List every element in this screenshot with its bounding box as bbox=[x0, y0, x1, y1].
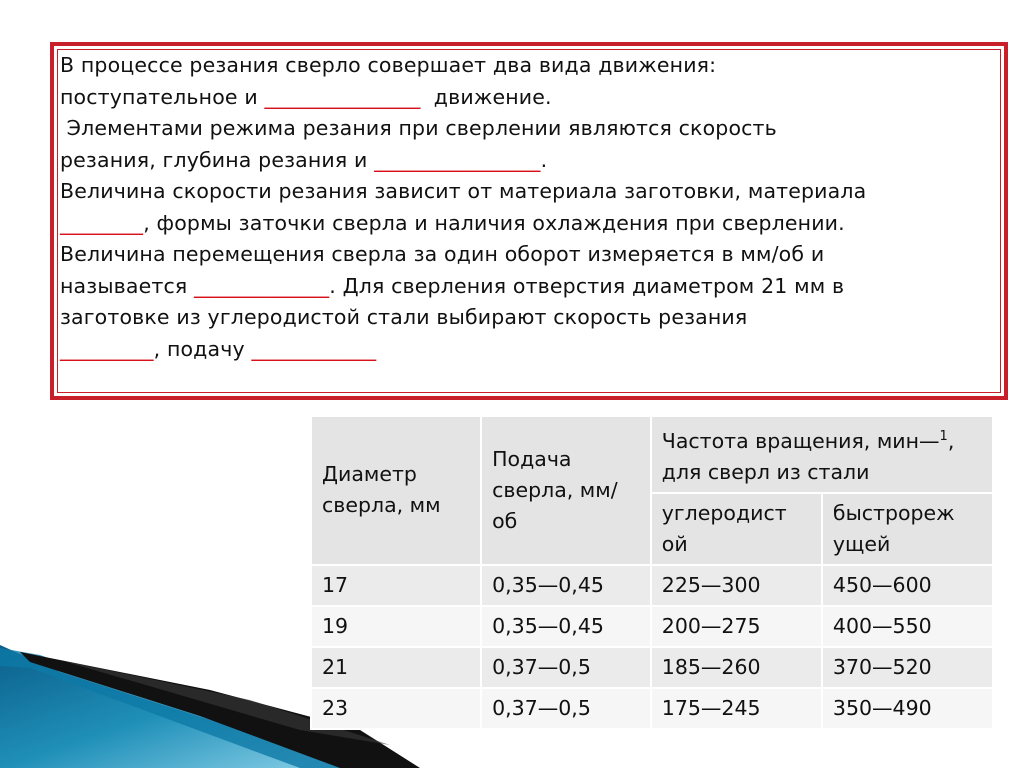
task-text-segment: называется bbox=[60, 273, 195, 298]
answer-blank: ________________ bbox=[374, 147, 541, 172]
task-text bbox=[60, 50, 1000, 365]
task-text-segment: . bbox=[540, 147, 548, 172]
cell-carbon: 225—300 bbox=[651, 565, 822, 606]
cell-fast: 400—550 bbox=[822, 606, 993, 647]
task-line bbox=[60, 82, 1000, 114]
cell-diameter: 19 bbox=[311, 606, 481, 647]
header-speed-group bbox=[651, 416, 993, 493]
task-text-segment: Величина скорости резания зависит от материала заготовки, материала bbox=[60, 179, 867, 203]
cell-carbon: 185—260 bbox=[651, 647, 822, 688]
task-text-segment: . Для сверления отверстия диаметром 21 мм в bbox=[329, 273, 845, 298]
task-text-segment: В процессе резания сверло совершает два вида движения: bbox=[60, 53, 717, 77]
table-row bbox=[311, 647, 993, 688]
table-body bbox=[311, 565, 993, 729]
task-line bbox=[60, 50, 1000, 82]
answer-blank: ________ bbox=[60, 210, 144, 235]
task-text-segment: Элементами режима резания при сверлении являются скорость bbox=[60, 116, 777, 140]
task-text-segment: движение. bbox=[420, 84, 552, 109]
cell-feed: 0,35—0,45 bbox=[481, 606, 651, 647]
header-feed: Подача сверла, мм/об bbox=[481, 416, 651, 565]
task-line bbox=[60, 239, 1000, 271]
cell-fast: 350—490 bbox=[822, 688, 993, 729]
answer-blank: _________ bbox=[60, 336, 154, 361]
task-text-segment: , формы заточки сверла и наличия охлаждения при сверлении. bbox=[143, 210, 845, 235]
task-text-segment: резания, глубина резания и bbox=[60, 147, 375, 172]
task-line bbox=[60, 334, 1000, 366]
task-line bbox=[60, 302, 1000, 334]
answer-blank: ____________ bbox=[251, 336, 377, 361]
header-speed-tail: , для сверл из стали bbox=[661, 428, 955, 484]
task-line bbox=[60, 145, 1000, 177]
task-text-segment: , подачу bbox=[153, 336, 252, 361]
header-fast-steel: быстрореж ущей bbox=[822, 493, 993, 565]
task-line bbox=[60, 176, 1000, 208]
header-speed-sup: 1 bbox=[939, 429, 948, 444]
task-line bbox=[60, 271, 1000, 303]
task-text-segment: поступательное и bbox=[60, 84, 265, 109]
task-line bbox=[60, 113, 1000, 145]
cell-carbon: 175—245 bbox=[651, 688, 822, 729]
table-row bbox=[311, 606, 993, 647]
cell-carbon: 200—275 bbox=[651, 606, 822, 647]
cell-diameter: 17 bbox=[311, 565, 481, 606]
header-diameter: Диаметр сверла, мм bbox=[311, 416, 481, 565]
table-header-row bbox=[311, 416, 993, 493]
answer-blank: _____________ bbox=[194, 273, 330, 298]
header-speed-main: Частота вращения, мин— bbox=[661, 428, 940, 453]
answer-blank: _______________ bbox=[264, 84, 421, 109]
task-text-segment: Величина перемещения сверла за один оборот измеряется в мм/об и bbox=[60, 242, 825, 266]
cell-feed: 0,37—0,5 bbox=[481, 647, 651, 688]
header-carbon-steel: углеродист ой bbox=[651, 493, 822, 565]
cell-feed: 0,37—0,5 bbox=[481, 688, 651, 729]
cell-fast: 370—520 bbox=[822, 647, 993, 688]
task-line bbox=[60, 208, 1000, 240]
task-text-segment: заготовке из углеродистой стали выбирают скорость резания bbox=[60, 305, 748, 329]
table-row bbox=[311, 565, 993, 606]
table-row bbox=[311, 688, 993, 729]
drill-speed-table bbox=[310, 415, 994, 730]
cell-diameter: 23 bbox=[311, 688, 481, 729]
cell-diameter: 21 bbox=[311, 647, 481, 688]
cell-fast: 450—600 bbox=[822, 565, 993, 606]
cell-feed: 0,35—0,45 bbox=[481, 565, 651, 606]
